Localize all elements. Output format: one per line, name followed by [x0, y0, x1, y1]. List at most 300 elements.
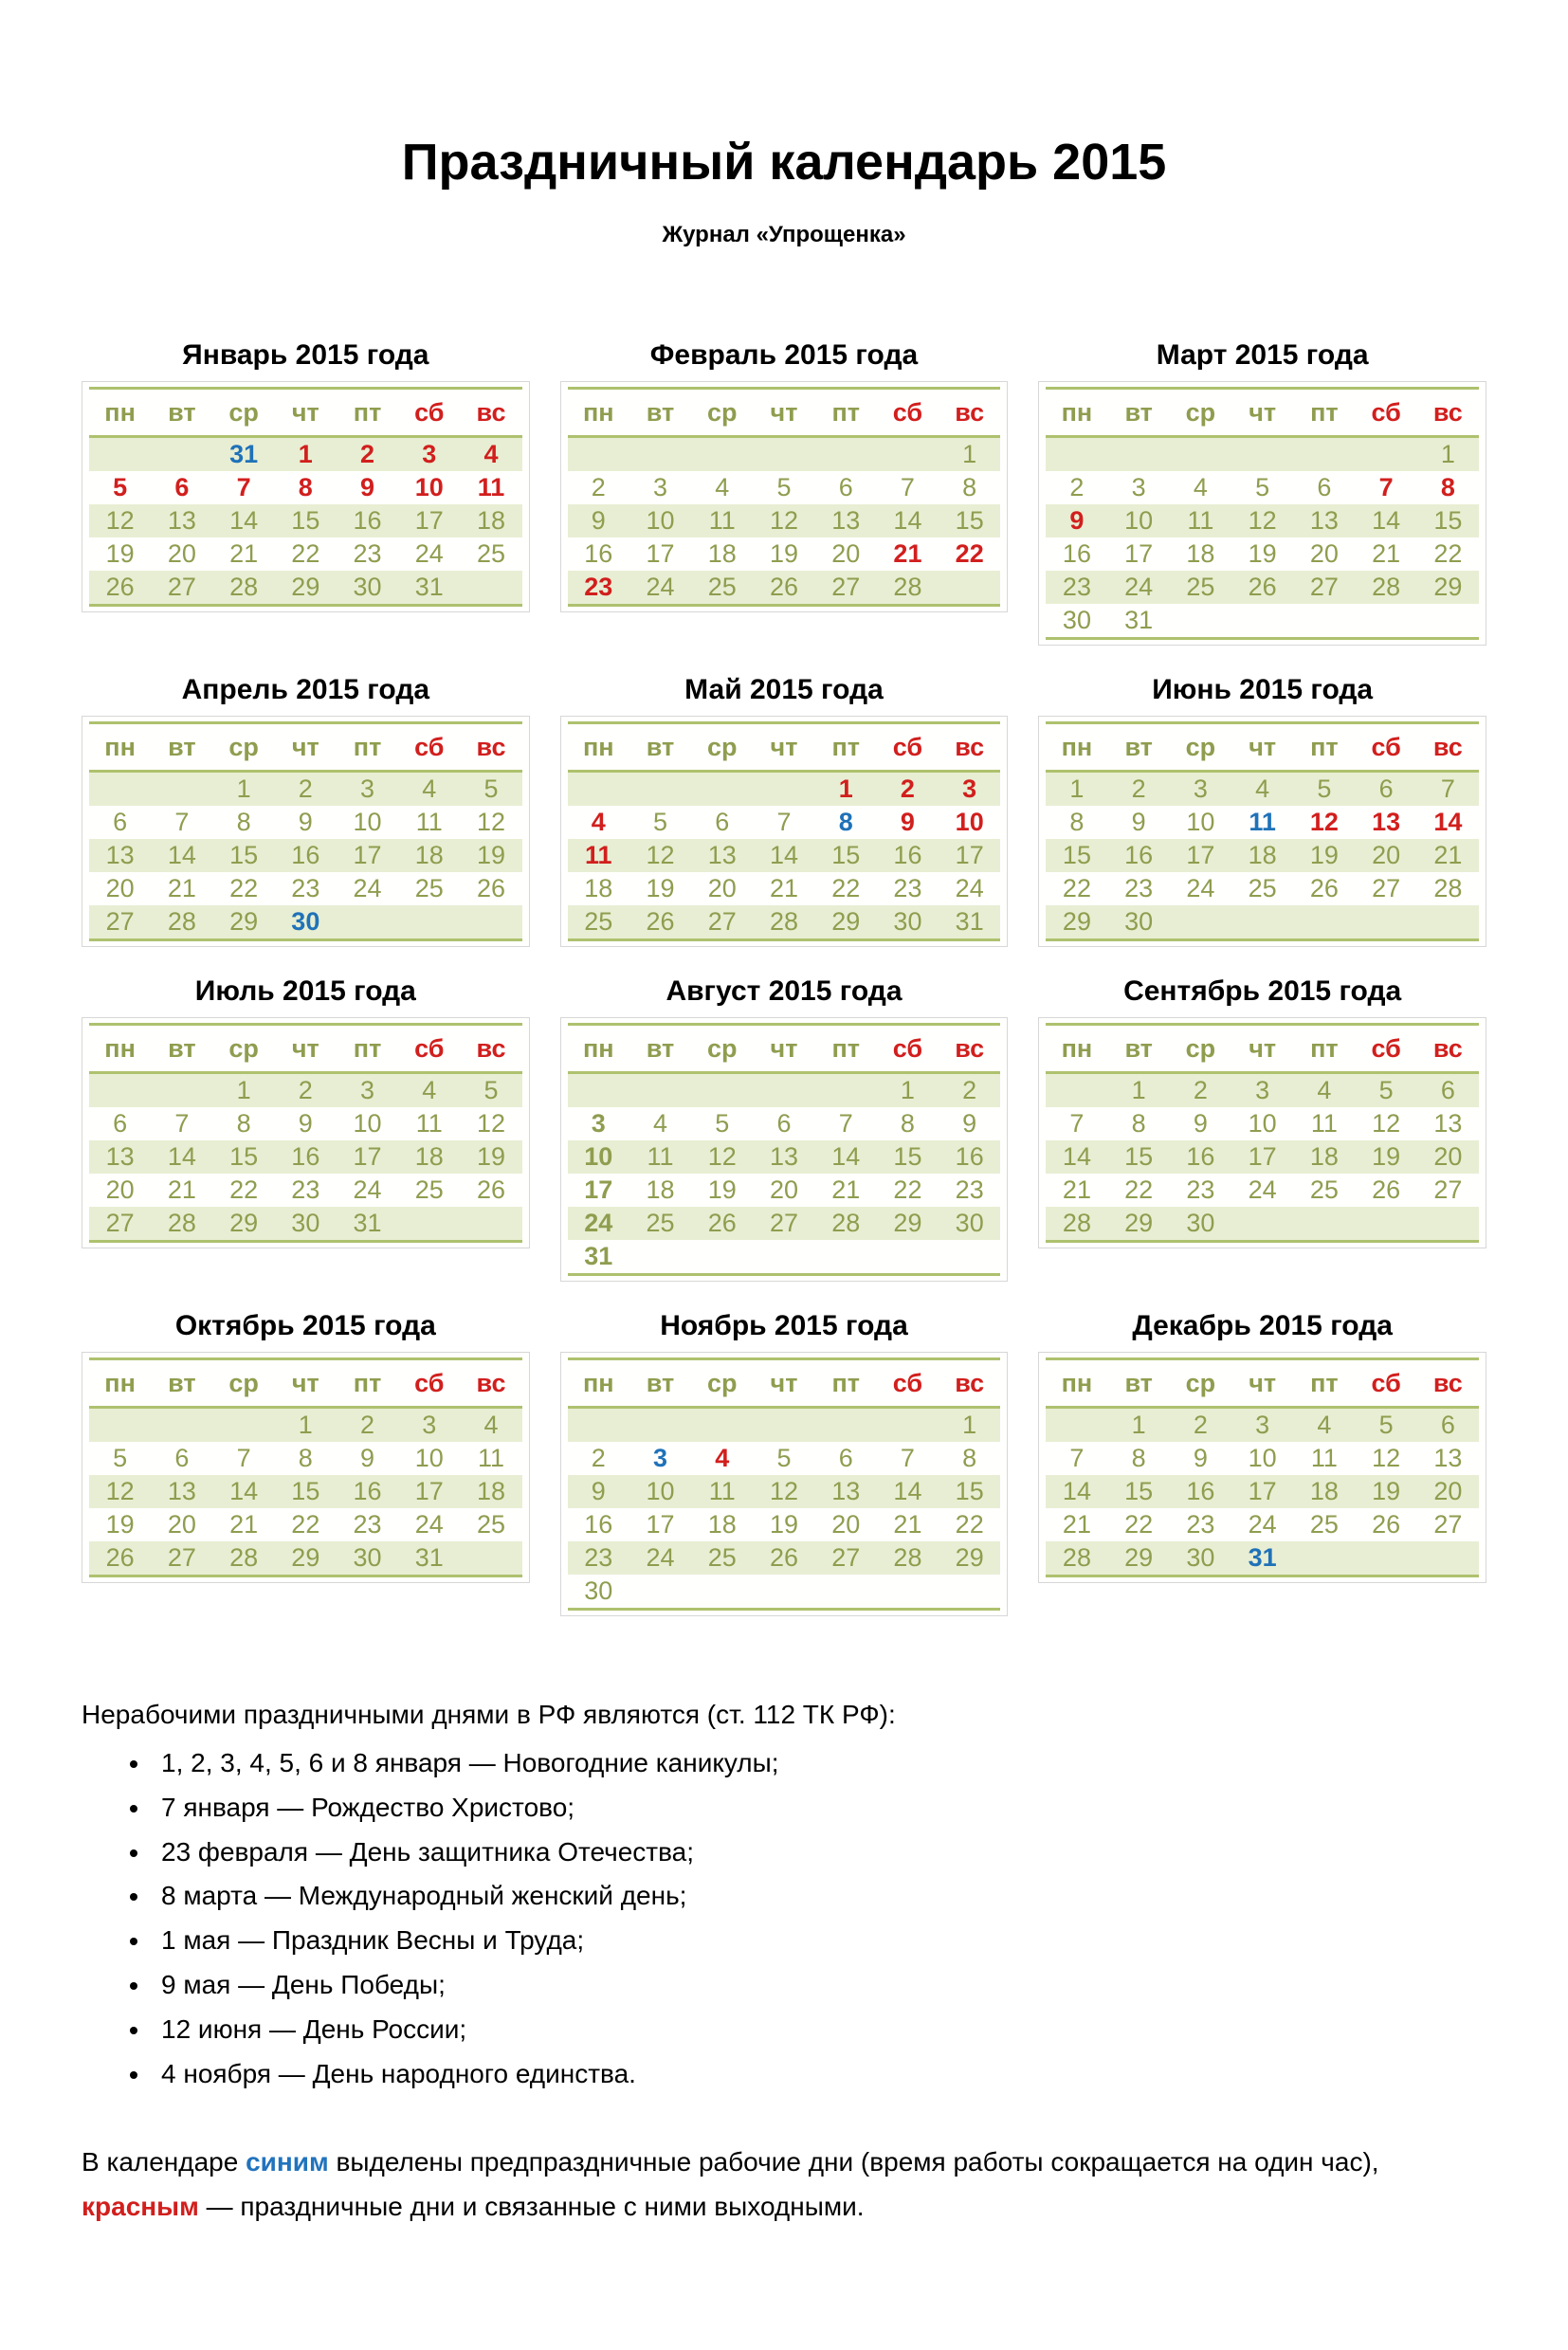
calendar-table: [568, 387, 1001, 607]
day-cell: 8: [298, 1444, 313, 1472]
day-cell: 30: [1170, 1207, 1231, 1242]
day-cell: 20: [1417, 1140, 1479, 1174]
weekday-header: сб: [1356, 1359, 1417, 1408]
day-cell: 5: [1356, 1408, 1417, 1443]
day-cell: 15: [1046, 839, 1107, 872]
day-cell: [1231, 905, 1293, 940]
calendar-table: [1046, 1023, 1479, 1243]
day-cell: 14: [1433, 808, 1463, 836]
day-cell: 27: [1433, 1510, 1463, 1539]
day-cell: 21: [769, 874, 798, 902]
day-cell: 21: [1062, 1510, 1091, 1539]
day-cell: 15: [939, 504, 1000, 537]
day-cell: 18: [398, 839, 460, 872]
day-cell: [1417, 1541, 1479, 1576]
weekday-header: ср: [212, 1025, 274, 1073]
day-cell: [815, 1408, 877, 1443]
week-row: [89, 1107, 522, 1140]
day-cell: 16: [337, 504, 398, 537]
day-cell: 20: [167, 539, 196, 568]
weekday-header: чт: [275, 1359, 337, 1408]
day-cell: 4: [398, 1073, 460, 1108]
day-cell: 21: [893, 1510, 922, 1539]
day-cell: 13: [815, 504, 877, 537]
day-cell: 12: [1372, 1444, 1401, 1472]
day-cell: [1231, 604, 1293, 639]
weekday-header: пт: [337, 723, 398, 772]
day-cell: 10: [353, 808, 382, 836]
week-row: [1046, 1073, 1479, 1108]
day-cell: 18: [707, 1510, 737, 1539]
week-row: [568, 504, 1001, 537]
day-cell: 15: [275, 504, 337, 537]
day-cell: 16: [1108, 839, 1170, 872]
week-row: [1046, 1107, 1479, 1140]
weekday-header: сб: [877, 389, 939, 437]
day-cell: 9: [1193, 1444, 1208, 1472]
day-cell: 26: [89, 1541, 151, 1576]
day-cell: [89, 1408, 151, 1443]
page-title: Праздничный календарь 2015: [401, 134, 1167, 191]
day-cell: 5: [113, 473, 128, 501]
day-cell: 6: [838, 1444, 853, 1472]
day-cell: [753, 772, 814, 807]
day-cell: [1293, 1541, 1355, 1576]
day-cell: 31: [337, 1207, 398, 1242]
day-cell: [460, 1541, 521, 1576]
day-cell: 16: [1170, 1140, 1231, 1174]
week-row: [568, 772, 1001, 807]
day-cell: [629, 1240, 691, 1275]
week-row: [568, 537, 1001, 571]
day-cell: 13: [151, 1475, 212, 1508]
day-cell: 2: [1069, 473, 1085, 501]
day-cell: 6: [776, 1109, 792, 1138]
day-cell: 4: [1293, 1408, 1355, 1443]
day-cell: 28: [815, 1207, 877, 1240]
day-cell: [629, 437, 691, 472]
week-row: [89, 1073, 522, 1108]
weekday-header: чт: [753, 1025, 814, 1073]
day-cell: 7: [900, 1444, 915, 1472]
day-cell: 10: [1108, 504, 1170, 537]
day-cell: 3: [652, 1444, 668, 1472]
month-table-box: [560, 716, 1009, 947]
calendar-table: [89, 1357, 522, 1577]
week-row: [568, 806, 1001, 839]
day-cell: 15: [212, 839, 274, 872]
week-row: [568, 437, 1001, 472]
day-cell: [1417, 604, 1479, 639]
day-cell: 2: [877, 772, 939, 807]
weekday-header-row: [89, 1025, 522, 1073]
week-row: [568, 1240, 1001, 1275]
day-cell: 9: [568, 1475, 629, 1508]
month-block: [1038, 674, 1486, 947]
day-cell: 27: [1433, 1175, 1463, 1204]
day-cell: 15: [877, 1140, 939, 1174]
weekday-header: пт: [337, 389, 398, 437]
day-cell: 31: [398, 571, 460, 606]
day-cell: 4: [460, 437, 521, 472]
weekday-header: вт: [1108, 723, 1170, 772]
day-cell: 25: [1309, 1510, 1339, 1539]
day-cell: 28: [151, 1207, 212, 1242]
day-cell: [1293, 604, 1355, 639]
day-cell: 27: [815, 1541, 877, 1575]
week-row: [89, 1541, 522, 1576]
month-table-box: [1038, 1017, 1486, 1248]
day-cell: 26: [1231, 571, 1293, 604]
day-cell: [151, 1073, 212, 1108]
day-cell: 9: [1046, 504, 1107, 537]
month-title: Январь 2015 года: [182, 339, 429, 371]
day-cell: 6: [1417, 1408, 1479, 1443]
day-cell: 29: [815, 905, 877, 940]
month-table-box: [560, 381, 1009, 612]
weekday-header-row: [1046, 1025, 1479, 1073]
day-cell: 7: [900, 473, 915, 501]
day-cell: [568, 1408, 629, 1443]
day-cell: 28: [212, 1541, 274, 1576]
weekday-header: сб: [877, 1359, 939, 1408]
day-cell: 6: [174, 473, 190, 501]
weekday-header: пн: [568, 1025, 629, 1073]
month-table-box: [82, 1352, 530, 1583]
week-row: [1046, 1442, 1479, 1475]
day-cell: 16: [275, 1140, 337, 1174]
day-cell: 23: [1186, 1510, 1215, 1539]
day-cell: 19: [1356, 1475, 1417, 1508]
day-cell: 8: [298, 473, 313, 501]
day-cell: 20: [831, 539, 861, 568]
day-cell: 24: [353, 874, 382, 902]
day-cell: 2: [275, 772, 337, 807]
day-cell: 17: [1231, 1475, 1293, 1508]
month-block: [82, 975, 530, 1248]
day-cell: [939, 571, 1000, 606]
day-cell: 9: [900, 808, 915, 836]
day-cell: 26: [477, 874, 506, 902]
weekday-header: ср: [212, 389, 274, 437]
day-cell: [89, 1073, 151, 1108]
day-cell: 17: [939, 839, 1000, 872]
day-cell: [151, 437, 212, 472]
legend-red-word: красным: [82, 2191, 199, 2221]
day-cell: 26: [1372, 1175, 1401, 1204]
day-cell: 2: [1108, 772, 1170, 807]
day-cell: 21: [1372, 539, 1401, 568]
day-cell: 21: [1417, 839, 1479, 872]
day-cell: 14: [151, 1140, 212, 1174]
legend-text: В календаре: [82, 2147, 246, 2177]
day-cell: 10: [414, 1444, 444, 1472]
day-cell: 30: [337, 1541, 398, 1576]
day-cell: 17: [398, 504, 460, 537]
day-cell: 15: [1417, 504, 1479, 537]
weekday-header: пн: [568, 389, 629, 437]
day-cell: 10: [414, 473, 444, 501]
day-cell: [877, 437, 939, 472]
weekday-header: сб: [877, 1025, 939, 1073]
day-cell: 26: [691, 1207, 753, 1240]
day-cell: 16: [877, 839, 939, 872]
week-row: [1046, 1140, 1479, 1174]
day-cell: 9: [298, 808, 313, 836]
day-cell: 29: [1046, 905, 1107, 940]
day-cell: 19: [769, 1510, 798, 1539]
day-cell: 3: [337, 1073, 398, 1108]
holidays-list: [82, 1745, 1486, 2091]
day-cell: 22: [1124, 1510, 1154, 1539]
day-cell: 3: [1231, 1073, 1293, 1108]
month-table-box: [82, 381, 530, 612]
day-cell: 4: [1231, 772, 1293, 807]
day-cell: 11: [1310, 1109, 1338, 1138]
week-row: [1046, 806, 1479, 839]
calendar-table: [89, 1023, 522, 1243]
calendar-table: [1046, 387, 1479, 640]
weekday-header: пт: [337, 1359, 398, 1408]
weekday-header-row: [89, 723, 522, 772]
day-cell: 12: [477, 808, 506, 836]
day-cell: [460, 1207, 521, 1242]
day-cell: 5: [776, 1444, 792, 1472]
weekday-header: ср: [691, 1359, 753, 1408]
weekday-header-row: [1046, 1359, 1479, 1408]
day-cell: 12: [753, 1475, 814, 1508]
week-row: [89, 504, 522, 537]
day-cell: 25: [477, 1510, 506, 1539]
day-cell: 9: [962, 1109, 977, 1138]
day-cell: 14: [212, 504, 274, 537]
day-cell: 30: [1108, 905, 1170, 940]
month-title: Октябрь 2015 года: [174, 1310, 436, 1341]
day-cell: 28: [1046, 1541, 1107, 1576]
weekday-header-row: [568, 723, 1001, 772]
day-cell: 30: [275, 1207, 337, 1242]
day-cell: 19: [460, 1140, 521, 1174]
day-cell: [1356, 437, 1417, 472]
day-cell: 30: [1062, 606, 1091, 634]
weekday-header: вт: [151, 723, 212, 772]
day-cell: 12: [1231, 504, 1293, 537]
day-cell: 27: [89, 1207, 151, 1242]
month-block: [560, 339, 1009, 612]
month-table-box: [560, 1352, 1009, 1616]
day-cell: [629, 1408, 691, 1443]
day-cell: [1046, 1408, 1107, 1443]
weekday-header: пн: [89, 389, 151, 437]
weekday-header: вт: [1108, 1025, 1170, 1073]
day-cell: [815, 1240, 877, 1275]
weekday-header: ср: [1170, 1025, 1231, 1073]
calendar-table: [1046, 1357, 1479, 1577]
day-cell: [815, 1073, 877, 1108]
day-cell: 11: [691, 1475, 753, 1508]
day-cell: [1046, 437, 1107, 472]
day-cell: [1231, 1207, 1293, 1242]
day-cell: 23: [291, 874, 320, 902]
day-cell: 5: [652, 808, 668, 836]
week-row: [89, 806, 522, 839]
day-cell: 31: [584, 1242, 613, 1270]
day-cell: [89, 772, 151, 807]
day-cell: 27: [691, 905, 753, 940]
day-cell: 18: [1186, 539, 1215, 568]
weekday-header-row: [89, 1359, 522, 1408]
day-cell: 7: [236, 473, 251, 501]
day-cell: 21: [229, 1510, 259, 1539]
day-cell: [753, 1408, 814, 1443]
day-cell: 28: [212, 571, 274, 606]
day-cell: 31: [212, 437, 274, 472]
day-cell: [1170, 604, 1231, 639]
day-cell: 4: [460, 1408, 521, 1443]
weekday-header: сб: [398, 723, 460, 772]
day-cell: 18: [646, 1175, 675, 1204]
weekday-header: вт: [1108, 389, 1170, 437]
month-block: [82, 1310, 530, 1583]
day-cell: 25: [414, 874, 444, 902]
day-cell: 10: [1248, 1444, 1277, 1472]
day-cell: 25: [691, 571, 753, 606]
day-cell: 18: [460, 504, 521, 537]
weekday-header: вс: [460, 723, 521, 772]
day-cell: 5: [113, 1444, 128, 1472]
day-cell: [877, 1240, 939, 1275]
day-cell: 6: [1417, 1073, 1479, 1108]
weekday-header: пн: [89, 723, 151, 772]
week-row: [568, 905, 1001, 940]
day-cell: 27: [151, 1541, 212, 1576]
day-cell: 20: [105, 874, 135, 902]
day-cell: 13: [691, 839, 753, 872]
weekday-header-row: [1046, 389, 1479, 437]
calendar-table: [568, 1023, 1001, 1276]
day-cell: 16: [584, 539, 613, 568]
day-cell: 7: [1378, 473, 1394, 501]
week-row: [568, 1575, 1001, 1610]
weekday-header: пт: [815, 1025, 877, 1073]
day-cell: 7: [1069, 1109, 1085, 1138]
week-row: [89, 1174, 522, 1207]
week-row: [1046, 1207, 1479, 1242]
day-cell: 14: [212, 1475, 274, 1508]
day-cell: 23: [1124, 874, 1154, 902]
day-cell: 8: [236, 808, 251, 836]
month-block: [1038, 1310, 1486, 1583]
day-cell: 23: [1186, 1175, 1215, 1204]
day-cell: 8: [838, 808, 853, 836]
day-cell: 18: [584, 874, 613, 902]
holiday-item: • 1, 2, 3, 4, 5, 6 и 8 января — Новогодние каникулы;: [152, 1745, 1486, 1781]
month-block: [1038, 975, 1486, 1248]
weekday-header: вс: [460, 389, 521, 437]
day-cell: [691, 772, 753, 807]
day-cell: 1: [877, 1073, 939, 1108]
week-row: [89, 437, 522, 472]
holiday-item: • 4 ноября — День народного единства.: [152, 2056, 1486, 2092]
day-cell: 22: [291, 539, 320, 568]
weekday-header: сб: [398, 1025, 460, 1073]
day-cell: 18: [1293, 1140, 1355, 1174]
weekday-header: вс: [939, 1025, 1000, 1073]
day-cell: 25: [691, 1541, 753, 1575]
day-cell: 14: [1046, 1140, 1107, 1174]
day-cell: [337, 905, 398, 940]
day-cell: 24: [1248, 1175, 1277, 1204]
day-cell: 17: [1231, 1140, 1293, 1174]
day-cell: 24: [414, 539, 444, 568]
week-row: [568, 1442, 1001, 1475]
weekday-header-row: [568, 389, 1001, 437]
day-cell: [398, 1207, 460, 1242]
day-cell: 1: [1046, 772, 1107, 807]
day-cell: [877, 1575, 939, 1610]
day-cell: 28: [753, 905, 814, 940]
day-cell: 30: [939, 1207, 1000, 1240]
day-cell: 18: [398, 1140, 460, 1174]
weekday-header: вс: [939, 1359, 1000, 1408]
weekday-header: ср: [691, 723, 753, 772]
day-cell: 22: [955, 1510, 984, 1539]
day-cell: 22: [1433, 539, 1463, 568]
day-cell: 11: [1310, 1444, 1338, 1472]
weekday-header: чт: [753, 723, 814, 772]
day-cell: 2: [275, 1073, 337, 1108]
weekday-header: пн: [568, 1359, 629, 1408]
day-cell: 27: [815, 571, 877, 606]
day-cell: 19: [105, 539, 135, 568]
day-cell: 10: [955, 808, 984, 836]
week-row: [568, 1541, 1001, 1575]
day-cell: 9: [568, 504, 629, 537]
day-cell: 18: [707, 539, 737, 568]
day-cell: 20: [167, 1510, 196, 1539]
day-cell: 20: [707, 874, 737, 902]
day-cell: [815, 1575, 877, 1610]
day-cell: 2: [1170, 1408, 1231, 1443]
day-cell: [691, 1073, 753, 1108]
weekday-header: сб: [398, 1359, 460, 1408]
day-cell: 8: [900, 1109, 915, 1138]
day-cell: 31: [939, 905, 1000, 940]
day-cell: 9: [360, 473, 375, 501]
day-cell: 13: [151, 504, 212, 537]
day-cell: 2: [939, 1073, 1000, 1108]
month-title: Сентябрь 2015 года: [1123, 975, 1402, 1007]
day-cell: 23: [1046, 571, 1107, 604]
day-cell: [89, 437, 151, 472]
week-row: [89, 1442, 522, 1475]
day-cell: 1: [939, 1408, 1000, 1443]
weekday-header: пт: [815, 1359, 877, 1408]
week-row: [568, 571, 1001, 606]
weekday-header: ср: [1170, 389, 1231, 437]
day-cell: 26: [1372, 1510, 1401, 1539]
day-cell: 12: [753, 504, 814, 537]
day-cell: 16: [584, 1510, 613, 1539]
day-cell: 15: [275, 1475, 337, 1508]
weekday-header: пт: [1293, 1359, 1355, 1408]
day-cell: 27: [89, 905, 151, 940]
day-cell: 24: [568, 1207, 629, 1240]
day-cell: 29: [877, 1207, 939, 1240]
weekday-header: пт: [815, 723, 877, 772]
day-cell: 26: [753, 1541, 814, 1575]
weekday-header: ср: [1170, 1359, 1231, 1408]
